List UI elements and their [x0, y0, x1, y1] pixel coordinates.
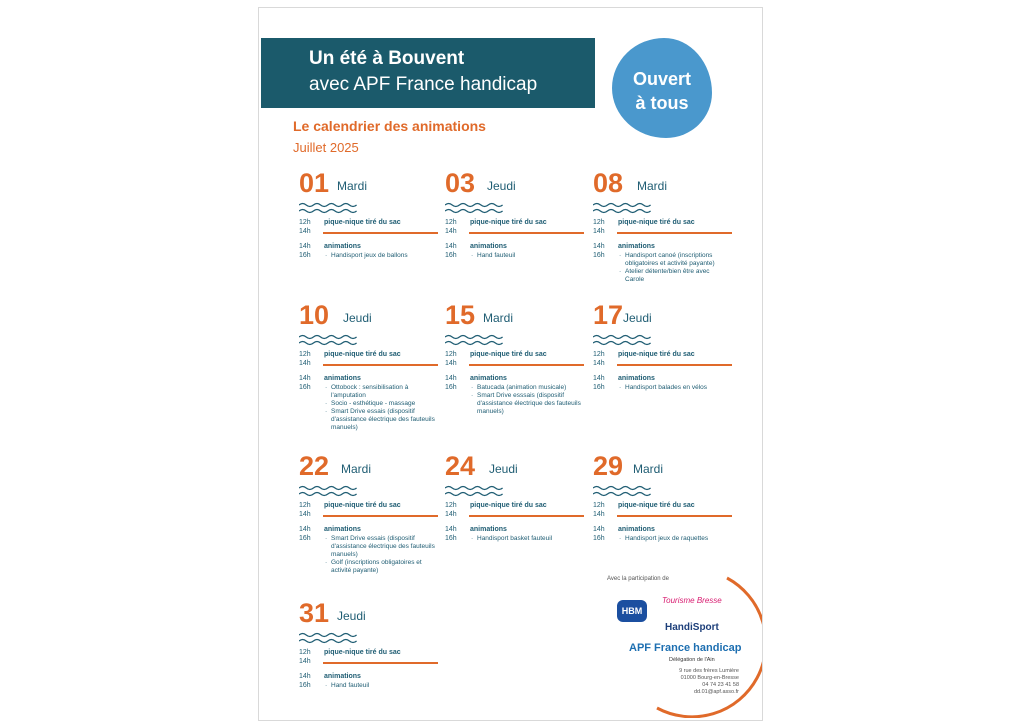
animations-label: animations [470, 375, 507, 382]
day-block [445, 451, 585, 591]
activity-list [470, 535, 582, 543]
activity-item: · Smart Drive esssais (dispositif d'assistance électrique des fauteuils manuels) [470, 392, 582, 416]
activity-item: · Handisport balades en vélos [618, 384, 730, 392]
day-number: 29 [593, 451, 624, 481]
day-block [299, 300, 439, 440]
time-start: 14h [299, 243, 311, 250]
time-start: 12h [299, 502, 311, 509]
handisport-logo: HandiSport [665, 622, 719, 633]
activity-list [324, 682, 436, 690]
wave-icon [445, 485, 503, 497]
lunch-label: pique-nique tiré du sac [470, 351, 547, 358]
apf-logo: APF France handicap [629, 642, 742, 654]
contact-address [657, 668, 739, 696]
lunch-label: pique-nique tiré du sac [618, 502, 695, 509]
activity-item: · Handisport canoé (inscriptions obligatoires et activité payante) [618, 252, 730, 268]
wave-icon [445, 202, 503, 214]
time-end: 16h [593, 252, 605, 259]
activity-item: · Handisport jeux de ballons [324, 252, 436, 260]
title-line-1: Un été à Bouvent [309, 48, 465, 69]
address-line-1: 9 rue des frères Lumière [679, 668, 739, 674]
animations-label: animations [324, 526, 361, 533]
lunch-label: pique-nique tiré du sac [470, 502, 547, 509]
day-block [445, 168, 585, 308]
day-block [593, 300, 733, 440]
time-end: 14h [445, 511, 457, 518]
day-name: Mardi [341, 462, 372, 476]
day-block [593, 168, 733, 308]
activity-item: · Atelier détente/bien être avec Carole [618, 268, 730, 284]
animations-label: animations [618, 375, 655, 382]
day-number: 15 [445, 300, 476, 330]
animations-label: animations [618, 243, 655, 250]
activity-list [324, 252, 436, 260]
lunch-label: pique-nique tiré du sac [324, 502, 401, 509]
day-name: Jeudi [623, 311, 652, 325]
time-start: 12h [445, 502, 457, 509]
activity-item: · Handisport basket fauteuil [470, 535, 582, 543]
animations-label: animations [324, 673, 361, 680]
activity-item: · Batucada (animation musicale) [470, 384, 582, 392]
activity-list [618, 252, 730, 284]
separator-line [469, 364, 584, 366]
activity-item: · Hand fauteuil [324, 682, 436, 690]
time-end: 16h [445, 384, 457, 391]
hbm-logo: HBM [617, 600, 647, 622]
wave-icon [593, 202, 651, 214]
activity-item: · Hand fauteuil [470, 252, 582, 260]
wave-icon [593, 334, 651, 346]
time-start: 12h [593, 219, 605, 226]
time-end: 16h [445, 535, 457, 542]
day-number: 10 [299, 300, 330, 330]
phone: 04 74 23 41 58 [702, 682, 739, 688]
time-end: 16h [299, 535, 311, 542]
time-end: 14h [593, 511, 605, 518]
time-end: 16h [593, 535, 605, 542]
activity-item: · Socio - esthétique - massage [324, 400, 436, 408]
title-banner [261, 38, 595, 108]
activity-item: · Ottobock : sensibilisation à l'amputation [324, 384, 436, 400]
time-start: 12h [593, 351, 605, 358]
day-block [299, 451, 439, 591]
time-start: 14h [445, 243, 457, 250]
activity-list [324, 535, 436, 575]
wave-icon [445, 334, 503, 346]
activity-list [470, 252, 582, 260]
animations-label: animations [324, 243, 361, 250]
time-end: 14h [299, 511, 311, 518]
day-block [299, 598, 439, 720]
time-end: 16h [299, 252, 311, 259]
time-start: 14h [299, 375, 311, 382]
time-start: 12h [299, 351, 311, 358]
badge-line-1: Ouvert [632, 69, 692, 89]
time-end: 16h [445, 252, 457, 259]
partners-intro: Avec la participation de [607, 576, 669, 582]
animations-label: animations [470, 243, 507, 250]
lunch-label: pique-nique tiré du sac [324, 219, 401, 226]
time-end: 14h [299, 228, 311, 235]
partners-block [607, 568, 762, 718]
lunch-label: pique-nique tiré du sac [618, 351, 695, 358]
day-number: 08 [593, 168, 624, 198]
animations-label: animations [470, 526, 507, 533]
separator-line [323, 515, 438, 517]
day-name: Mardi [633, 462, 664, 476]
time-end: 14h [299, 658, 311, 665]
time-end: 14h [445, 360, 457, 367]
tourism-logo: Tourisme Bresse [662, 596, 722, 605]
open-to-all-badge [612, 38, 712, 138]
time-end: 16h [593, 384, 605, 391]
day-number: 01 [299, 168, 330, 198]
flyer-page [259, 8, 762, 720]
address-line-2: 01000 Bourg-en-Bresse [680, 675, 739, 681]
day-number: 24 [445, 451, 476, 481]
separator-line [323, 364, 438, 366]
wave-icon [299, 632, 357, 644]
separator-line [323, 232, 438, 234]
lunch-label: pique-nique tiré du sac [324, 351, 401, 358]
activity-item: · Smart Drive essais (dispositif d'assistance électrique des fauteuils manuels) [324, 408, 436, 432]
title-line-2: avec APF France handicap [309, 74, 538, 95]
day-name: Mardi [337, 179, 368, 193]
separator-line [617, 364, 732, 366]
apf-subtitle: Délégation de l'Ain [669, 657, 715, 663]
wave-icon [299, 202, 357, 214]
badge-line-2: à tous [635, 93, 689, 113]
day-number: 22 [299, 451, 330, 481]
time-end: 16h [299, 384, 311, 391]
activity-item: · Golf (inscriptions obligatoires et activité payante) [324, 559, 436, 575]
time-end: 14h [593, 360, 605, 367]
calendar-month: Juillet 2025 [293, 140, 359, 155]
time-start: 12h [299, 649, 311, 656]
separator-line [469, 232, 584, 234]
day-name: Jeudi [343, 311, 372, 325]
day-name: Mardi [637, 179, 668, 193]
time-start: 14h [445, 375, 457, 382]
time-end: 14h [445, 228, 457, 235]
time-start: 14h [593, 526, 605, 533]
day-number: 31 [299, 598, 330, 628]
separator-line [469, 515, 584, 517]
activity-list [618, 384, 730, 392]
wave-icon [299, 485, 357, 497]
time-start: 14h [299, 673, 311, 680]
wave-icon [593, 485, 651, 497]
day-name: Mardi [483, 311, 514, 325]
time-end: 14h [593, 228, 605, 235]
wave-icon [299, 334, 357, 346]
email: dd.01@apf.asso.fr [693, 689, 739, 695]
time-start: 12h [593, 502, 605, 509]
activity-item: · Smart Drive essais (dispositif d'assistance électrique des fauteuils manuels) [324, 535, 436, 559]
activity-item: · Handisport jeux de raquettes [618, 535, 730, 543]
time-start: 12h [299, 219, 311, 226]
time-start: 14h [445, 526, 457, 533]
animations-label: animations [618, 526, 655, 533]
time-start: 14h [593, 243, 605, 250]
activity-list [470, 384, 582, 416]
animations-label: animations [324, 375, 361, 382]
lunch-label: pique-nique tiré du sac [324, 649, 401, 656]
activity-list [618, 535, 730, 543]
lunch-label: pique-nique tiré du sac [618, 219, 695, 226]
lunch-label: pique-nique tiré du sac [470, 219, 547, 226]
separator-line [323, 662, 438, 664]
time-start: 14h [593, 375, 605, 382]
calendar-title: Le calendrier des animations [293, 118, 486, 134]
day-block [445, 300, 585, 440]
day-name: Jeudi [337, 609, 366, 623]
time-start: 12h [445, 351, 457, 358]
time-end: 16h [299, 682, 311, 689]
activity-list [324, 384, 436, 432]
day-name: Jeudi [487, 179, 516, 193]
separator-line [617, 232, 732, 234]
time-start: 12h [445, 219, 457, 226]
day-number: 03 [445, 168, 476, 198]
day-number: 17 [593, 300, 624, 330]
time-end: 14h [299, 360, 311, 367]
day-name: Jeudi [489, 462, 518, 476]
time-start: 14h [299, 526, 311, 533]
day-block [299, 168, 439, 308]
separator-line [617, 515, 732, 517]
